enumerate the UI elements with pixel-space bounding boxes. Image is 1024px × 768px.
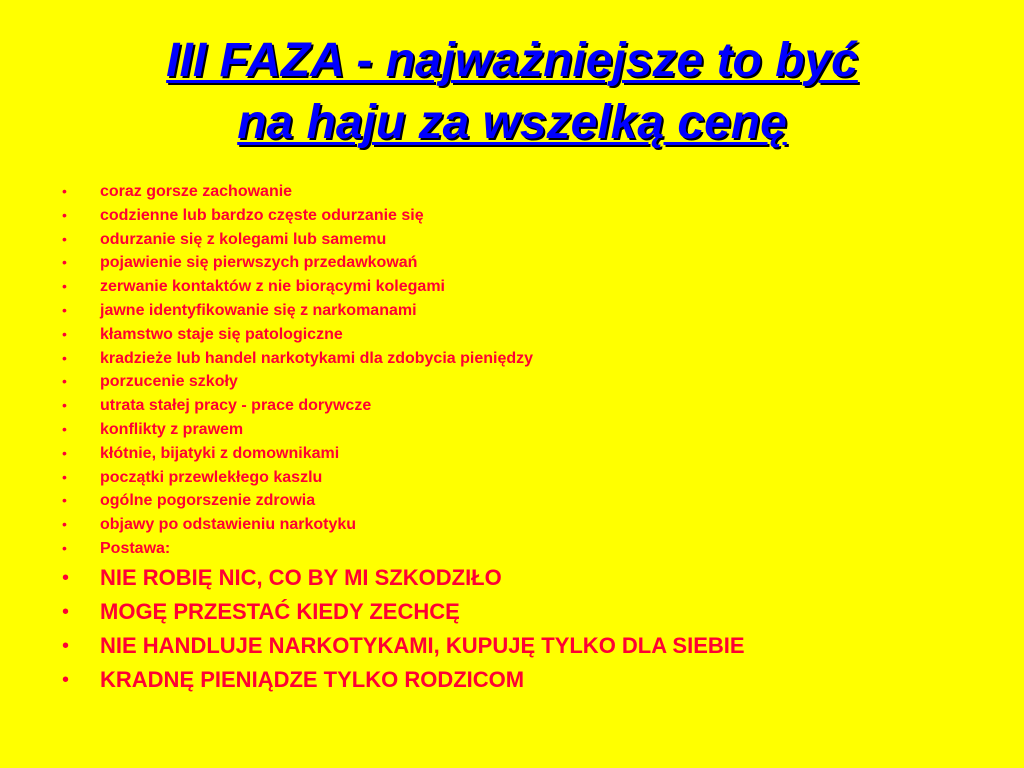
bullet-text: kłamstwo staje się patologiczne	[100, 325, 343, 343]
bullet-marker-icon: •	[62, 516, 67, 533]
bullet-item	[62, 418, 1002, 442]
bullet-item	[62, 561, 1002, 595]
bullet-item	[62, 275, 1002, 299]
bullet-text: kłótnie, bijatyki z domownikami	[100, 444, 340, 462]
bullet-item	[62, 442, 1002, 466]
bullet-text: początki przewlekłego kaszlu	[100, 468, 323, 486]
bullet-item	[62, 394, 1002, 418]
bullet-marker-icon: •	[62, 230, 67, 247]
bullet-text: pojawienie się pierwszych przedawkowań	[100, 254, 418, 272]
bullet-marker-icon: •	[62, 373, 67, 390]
bullet-text: konflikty z prawem	[100, 420, 244, 438]
bullet-item	[62, 663, 1002, 697]
bullet-marker-icon: •	[62, 492, 67, 509]
bullet-marker-icon: •	[62, 183, 67, 199]
bullet-item	[62, 537, 1002, 561]
bullet-text: jawne identyfikowanie się z narkomanami	[100, 301, 417, 319]
bullet-marker-icon: •	[62, 668, 70, 691]
bullet-item	[62, 299, 1002, 323]
bullet-item	[62, 204, 1002, 228]
bullet-marker-icon: •	[62, 349, 67, 366]
bullet-marker-icon: •	[62, 539, 67, 556]
bullet-text: codzienne lub bardzo częste odurzanie się	[100, 206, 424, 224]
bullet-text: odurzanie się z kolegami lub samemu	[100, 230, 387, 248]
bullet-text: porzucenie szkoły	[100, 373, 238, 391]
bullet-text: MOGĘ PRZESTAĆ KIEDY ZECHCĘ	[100, 598, 460, 624]
bullet-marker-icon: •	[62, 444, 67, 461]
bullet-list	[62, 180, 1002, 697]
bullet-item	[62, 629, 1002, 663]
bullet-text: Postawa:	[100, 539, 171, 557]
bullet-text: objawy po odstawieniu narkotyku	[100, 516, 357, 534]
bullet-text: utrata stałej pracy - prace dorywcze	[100, 397, 372, 415]
slide-title	[0, 30, 1024, 154]
bullet-item	[62, 347, 1002, 371]
bullet-marker-icon: •	[62, 397, 67, 414]
bullet-item	[62, 251, 1002, 275]
bullet-item	[62, 228, 1002, 252]
bullet-marker-icon: •	[62, 325, 67, 342]
bullet-marker-icon: •	[62, 278, 67, 295]
slide-title-line-2: na haju za wszelką cenę	[237, 96, 787, 149]
bullet-text: NIE ROBIĘ NIC, CO BY MI SZKODZIŁO	[100, 564, 502, 590]
bullet-text: coraz gorsze zachowanie	[100, 183, 293, 200]
bullet-marker-icon: •	[62, 420, 67, 437]
bullet-text: ogólne pogorszenie zdrowia	[100, 492, 316, 510]
bullet-item	[62, 180, 1002, 204]
slide-title-line-1: III FAZA - najważniejsze to być	[166, 34, 858, 87]
bullet-marker-icon: •	[62, 600, 70, 623]
bullet-marker-icon: •	[62, 301, 67, 318]
bullet-text: NIE HANDLUJE NARKOTYKAMI, KUPUJĘ TYLKO DLA SIEBIE	[100, 632, 745, 658]
bullet-item	[62, 323, 1002, 347]
bullet-item	[62, 370, 1002, 394]
bullet-text: KRADNĘ PIENIĄDZE TYLKO RODZICOM	[100, 666, 525, 692]
bullet-marker-icon: •	[62, 254, 67, 271]
bullet-item	[62, 595, 1002, 629]
bullet-marker-icon: •	[62, 206, 67, 223]
bullet-item	[62, 513, 1002, 537]
bullet-marker-icon: •	[62, 634, 70, 657]
bullet-item	[62, 466, 1002, 490]
bullet-item	[62, 489, 1002, 513]
bullet-marker-icon: •	[62, 468, 67, 485]
bullet-text: zerwanie kontaktów z nie biorącymi kolegami	[100, 278, 445, 296]
bullet-text: kradzieże lub handel narkotykami dla zdobycia pieniędzy	[100, 349, 534, 367]
bullet-marker-icon: •	[62, 566, 70, 589]
